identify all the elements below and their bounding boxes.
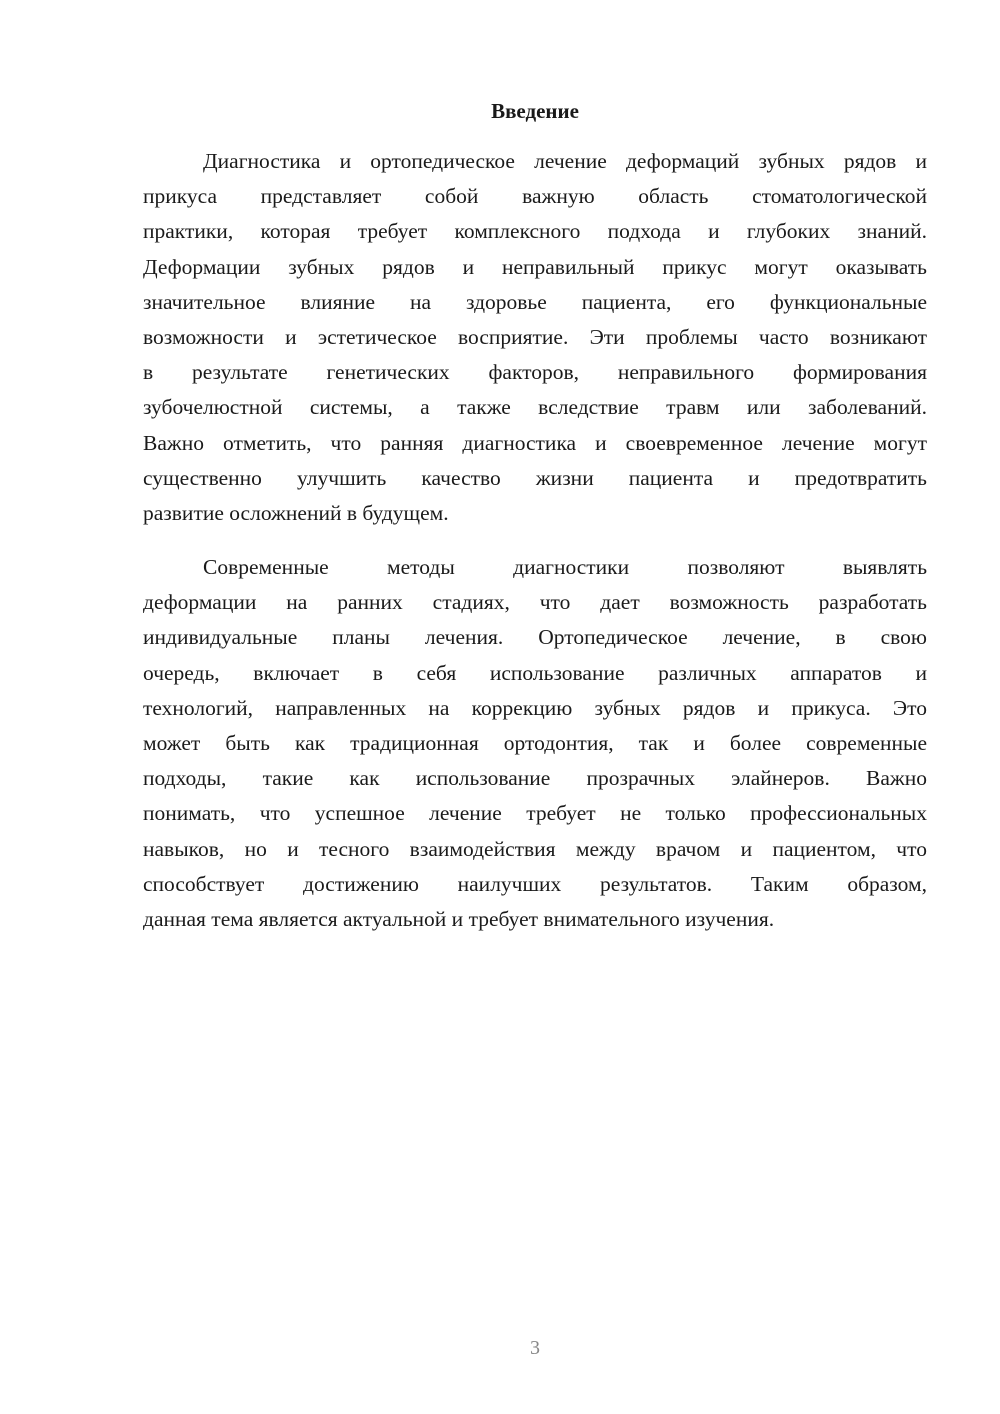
text-line: деформации на ранних стадиях, что дает возможность разработать: [143, 590, 927, 615]
text-line: технологий, направленных на коррекцию зубных рядов и прикуса. Это: [143, 695, 927, 720]
text-line: значительное влияние на здоровье пациента, его функциональные: [143, 289, 927, 314]
text-line: развитие осложнений в будущем.: [143, 500, 449, 525]
text-line: зубочелюстной системы, а также вследствие травм или заболеваний.: [143, 395, 927, 420]
text-line: практики, которая требует комплексного подхода и глубоких знаний.: [143, 219, 927, 244]
text-line: данная тема является актуальной и требует внимательного изучения.: [143, 906, 775, 931]
text-line: Современные методы диагностики позволяют выявлять: [203, 555, 927, 579]
text-line: навыков, но и тесного взаимодействия между врачом и пациентом, что: [143, 836, 927, 861]
text-line: Важно отметить, что ранняя диагностика и своевременное лечение могут: [143, 430, 927, 455]
text-line: может быть как традиционная ортодонтия, так и более современные: [143, 730, 927, 755]
text-line: Диагностика и ортопедическое лечение деформаций зубных рядов и: [203, 149, 927, 173]
page-number: 3: [530, 1337, 540, 1359]
text-line: в результате генетических факторов, неправильного формирования: [143, 360, 927, 385]
text-line: прикуса представляет собой важную область стоматологической: [143, 184, 927, 209]
paragraph-2: [143, 550, 927, 937]
text-line: очередь, включает в себя использование различных аппаратов и: [143, 660, 927, 685]
text-line: Деформации зубных рядов и неправильный прикус могут оказывать: [143, 254, 927, 279]
paragraph-1: [143, 144, 927, 531]
text-line: понимать, что успешное лечение требует не только профессиональных: [143, 801, 927, 826]
text-line: способствует достижению наилучших результатов. Таким образом,: [143, 871, 927, 896]
text-line: возможности и эстетическое восприятие. Эти проблемы часто возникают: [143, 324, 927, 349]
section-title: Введение: [491, 99, 579, 123]
text-line: индивидуальные планы лечения. Ортопедическое лечение, в свою: [143, 625, 927, 650]
text-line: подходы, такие как использование прозрачных элайнеров. Важно: [143, 766, 927, 791]
text-line: существенно улучшить качество жизни пациента и предотвратить: [143, 465, 927, 490]
